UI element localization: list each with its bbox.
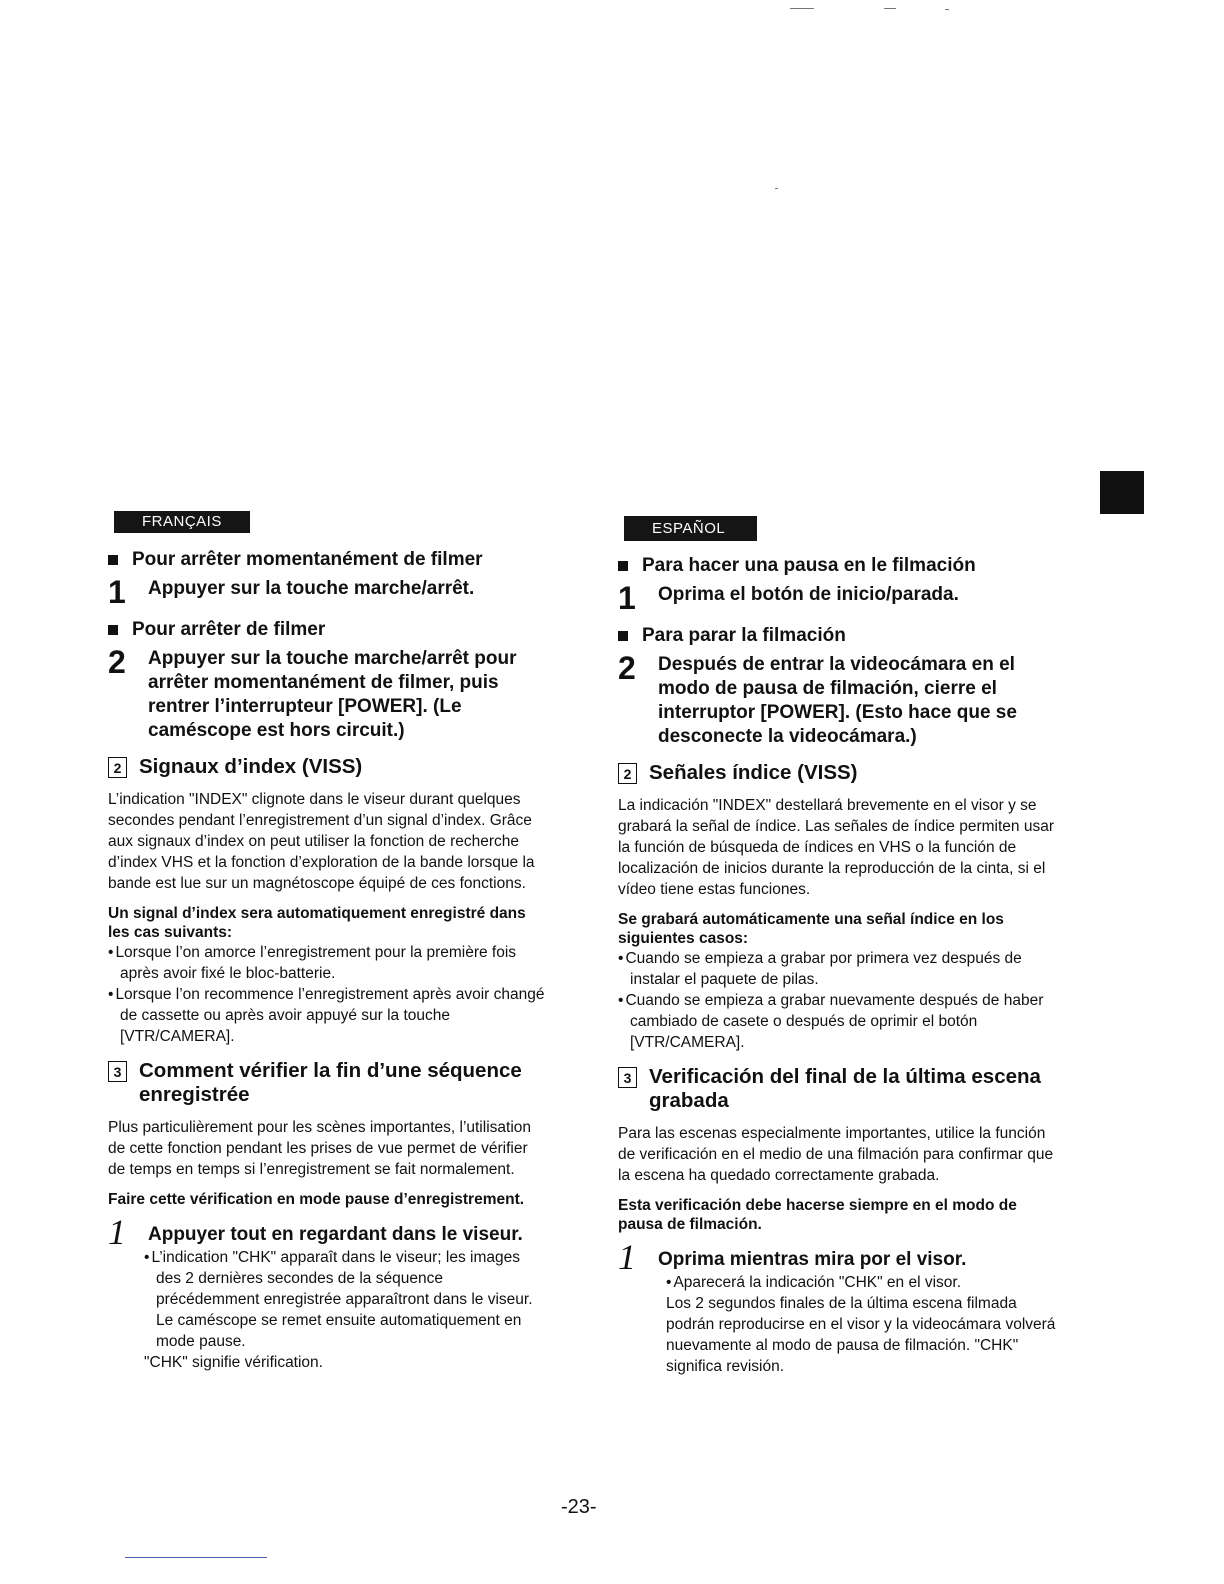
square-bullet-icon — [108, 555, 118, 565]
scan-speck — [790, 8, 814, 9]
section-3-paragraph: Para las escenas especialmente importantes, utilice la función de verificación en el medio de una filmación para confirmar que la escena ha quedado correctamente grabada. — [618, 1125, 1054, 1184]
section-3-paragraph: Plus particulièrement pour les scènes importantes, l’utilisation de cette fonction pendant les prises de vue permet de vérifier de temps en temps si l’enregistrement se fait normalement. — [108, 1119, 532, 1178]
section-2-heading — [618, 761, 1064, 785]
step-number: 1 — [618, 1237, 636, 1277]
step-text: Appuyer sur la touche marche/arrêt pour arrêter momentanément de filmer, puis rentrer l’interrupteur [POWER]. (Le caméscope est hors circuit.) — [148, 648, 517, 741]
step-number: 2 — [618, 650, 636, 686]
step-number: 2 — [108, 644, 126, 680]
list-item: • Cuando se empieza a grabar nuevamente después de haber cambiado de casete o después de oprimir el botón [VTR/CAMERA]. — [618, 992, 1044, 1051]
step-text: Appuyer sur la touche marche/arrêt. — [148, 578, 475, 599]
stop-heading: Para parar la filmación — [618, 625, 1064, 647]
step-1 — [618, 580, 1064, 616]
page-number: -23- — [561, 1496, 597, 1518]
step-number: 1 — [108, 574, 126, 610]
step-extra-text: "CHK" signifie vérification. — [144, 1354, 323, 1371]
section-2-heading — [108, 755, 548, 779]
list-item: • Lorsque l’on recommence l’enregistrement après avoir changé de cassette ou après avoir appuyé sur la touche [VTR/CAMERA]. — [108, 986, 545, 1045]
section-3-step — [108, 1212, 548, 1252]
section-3-step — [618, 1237, 1064, 1277]
section-title: Comment vérifier la fin d’une séquence enregistrée — [139, 1059, 522, 1106]
boxed-number: 2 — [618, 763, 637, 784]
step-number: 1 — [108, 1212, 126, 1252]
step-2 — [108, 644, 548, 743]
step-number: 1 — [618, 580, 636, 616]
pause-heading: Pour arrêter momentanément de filmer — [108, 549, 548, 571]
pause-heading: Para hacer una pausa en le filmación — [618, 555, 1064, 577]
footer-rule — [125, 1557, 267, 1558]
language-label: FRANÇAIS — [114, 511, 250, 533]
scan-speck — [775, 188, 778, 189]
step-2 — [618, 650, 1064, 749]
scan-speck — [884, 8, 896, 9]
list-item: • Cuando se empieza a grabar por primera vez después de instalar el paquete de pilas. — [618, 950, 1022, 988]
boxed-number: 2 — [108, 757, 127, 778]
section-3-heading — [618, 1065, 1064, 1113]
square-bullet-icon — [618, 631, 628, 641]
step-text: Oprima mientras mira por el visor. — [658, 1249, 967, 1270]
section-tab-marker — [1100, 471, 1144, 514]
language-label: ESPAÑOL — [624, 516, 757, 541]
scan-speck — [945, 9, 949, 10]
french-column — [108, 511, 548, 1373]
list-item: • Lorsque l’on amorce l’enregistrement pour la première fois après avoir fixé le bloc-batterie. — [108, 944, 517, 982]
section-2-paragraph: La indicación "INDEX" destellará brevemente en el visor y se grabará la señal de índice. Las señales de índice permiten usar la función de búsqueda de índices en VHS o la función de localización de inicios durante la reproducción de la cinta, si el vídeo tiene estas funciones. — [618, 797, 1054, 898]
square-bullet-icon — [108, 625, 118, 635]
list-item: • L’indication "CHK" apparaît dans le viseur; les images des 2 dernières secondes de la séquence précédemment enregistrée apparaîtront dans le viseur. Le caméscope se remet ensuite automatiquement en mode pause. — [144, 1249, 533, 1350]
list-item: • Aparecerá la indicación "CHK" en el visor. — [666, 1274, 961, 1291]
square-bullet-icon — [618, 561, 628, 571]
boxed-number: 3 — [618, 1067, 637, 1088]
step-text: Después de entrar la videocámara en el modo de pausa de filmación, cierre el interruptor [POWER]. (Esto hace que se desconecte la videocámara.) — [658, 654, 1017, 747]
section-3-note: Faire cette vérification en mode pause d’enregistrement. — [108, 1191, 525, 1208]
section-3-heading — [108, 1059, 548, 1107]
section-3-step-details — [144, 1247, 548, 1373]
section-2-note: Se grabará automáticamente una señal índice en los siguientes casos: — [618, 911, 1004, 947]
spanish-column — [618, 516, 1064, 1377]
step-1 — [108, 574, 548, 610]
section-3-step-details — [666, 1272, 1064, 1377]
section-3-note: Esta verificación debe hacerse siempre en el modo de pausa de filmación. — [618, 1197, 1017, 1233]
section-2-paragraph: L’indication "INDEX" clignote dans le viseur durant quelques secondes pendant l’enregistrement d’un signal d’index. Grâce aux signaux d’index on peut utiliser la fonction de recherche d’index VHS et la fonction d’exploration de la bande lorsque la bande est lue sur un magnétoscope équipé de ces fonctions. — [108, 791, 535, 892]
section-2-note: Un signal d’index sera automatiquement enregistré dans les cas suivants: — [108, 905, 526, 941]
step-text: Oprima el botón de inicio/parada. — [658, 584, 959, 605]
section-title: Verificación del final de la última escena grabada — [649, 1065, 1041, 1112]
stop-heading: Pour arrêter de filmer — [108, 619, 548, 641]
section-title: Señales índice (VISS) — [649, 761, 858, 784]
step-text: Appuyer tout en regardant dans le viseur. — [148, 1224, 523, 1245]
section-title: Signaux d’index (VISS) — [139, 755, 363, 778]
boxed-number: 3 — [108, 1061, 127, 1082]
step-extra-text: Los 2 segundos finales de la última escena filmada podrán reproducirse en el visor y la videocámara volverá nuevamente al modo de pausa de filmación. "CHK" significa revisión. — [666, 1295, 1056, 1375]
